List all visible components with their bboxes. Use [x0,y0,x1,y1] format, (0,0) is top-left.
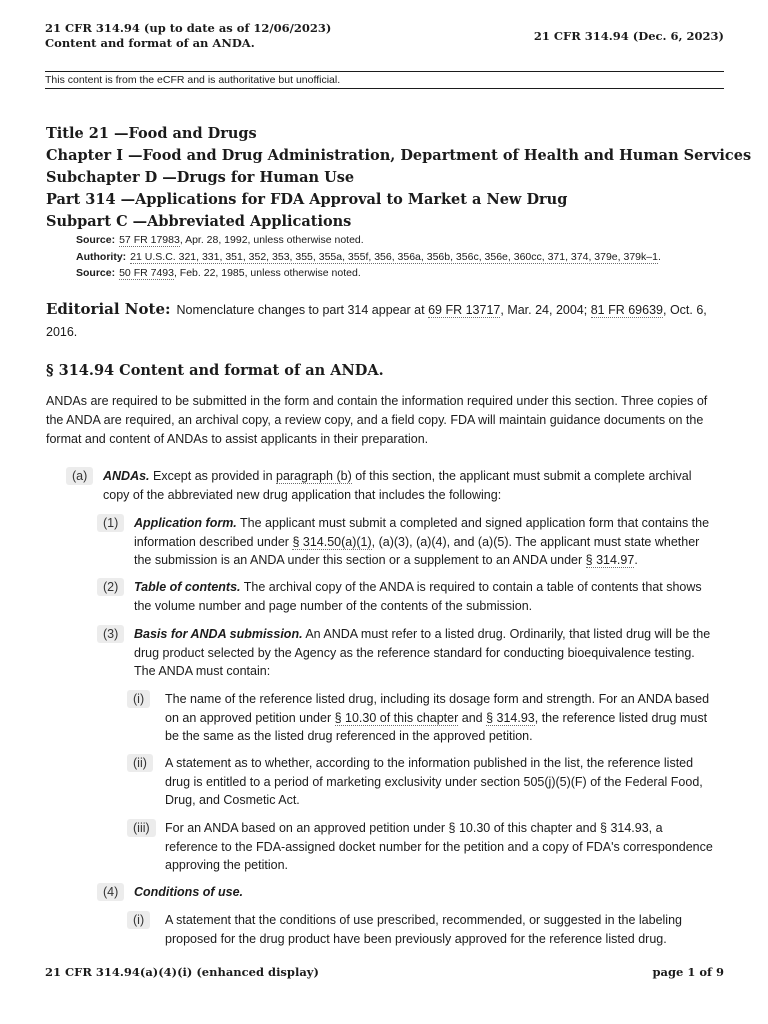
paragraph-a-3-i [127,690,718,746]
paragraph-text [127,690,718,746]
paragraph-link-2[interactable]: § 314.97 [585,553,635,567]
hierarchy-block [46,123,751,233]
authority-rest: . [657,250,661,263]
paragraph-a-3 [97,625,718,681]
paragraph-link[interactable]: paragraph (b) [276,469,352,483]
editorial-link-2[interactable]: 81 FR 69639 [590,303,663,317]
paragraph-text [97,883,718,902]
hierarchy-subpart: Subpart C —Abbreviated Applications [46,213,352,230]
source-link[interactable]: 57 FR 17983 [119,234,180,246]
paragraph-number[interactable]: (iii) [127,819,156,837]
paragraph-body: The archival copy of the ANDA is required to contain a table of contents that shows the volume number and page number of the contents of the submission. [134,580,702,613]
source-label-2: Source: [76,267,116,279]
paragraph-body-2: of this section, the applicant must submit a complete archival copy of the abbreviated new drug application that includes the following: [103,469,692,502]
paragraph-heading: Table of contents. [134,580,241,594]
paragraph-heading: Application form. [134,516,237,530]
document-header [45,21,331,51]
paragraph-link-2[interactable]: § 314.93 [486,710,535,725]
paragraph-text [97,514,718,570]
paragraph-text: For an ANDA based on an approved petition under § 10.30 of this chapter and § 314.93, a reference to the FDA-assigned docket number for the petition and a copy of FDA's correspondence approving the petition. [165,821,713,872]
paragraph-link[interactable]: § 10.30 of this chapter [334,710,459,725]
paragraph-body-3: . [634,553,638,567]
paragraph-number[interactable]: (i) [127,690,150,708]
hierarchy-title: Title 21 —Food and Drugs [46,125,257,142]
source-rest: , Apr. 28, 1992, unless otherwise noted. [179,234,364,246]
source-link-2[interactable]: 50 FR 7493 [119,267,174,279]
paragraph-heading: ANDAs. [103,469,150,483]
authority-label: Authority: [76,250,127,263]
paragraph-number[interactable]: (3) [97,625,124,643]
paragraph-number[interactable]: (2) [97,578,124,596]
editorial-text-2: , Mar. 24, 2004; [500,303,591,317]
editorial-text: Nomenclature changes to part 314 appear at [176,303,429,317]
header-date-citation: 21 CFR 314.94 (Dec. 6, 2023) [533,29,724,43]
hierarchy-part: Part 314 —Applications for FDA Approval to Market a New Drug [46,191,568,208]
paragraph-body-2: and [458,710,487,725]
header-rule-bottom [45,88,724,89]
hierarchy-chapter: Chapter I —Food and Drug Administration, Department of Health and Human Services [46,147,752,164]
paragraph-number[interactable]: (i) [127,911,150,929]
section-title: § 314.94 Content and format of an ANDA. [46,362,384,379]
source-rest-2: , Feb. 22, 1985, unless otherwise noted. [173,267,361,279]
paragraph-number[interactable]: (ii) [127,754,153,772]
paragraph-number[interactable]: (1) [97,514,124,532]
paragraph-text: A statement as to whether, according to the information published in the list, the reference listed drug is entitled to a period of marketing exclusivity under section 505(j)(5)(F) of the Federal Food, Drug, and Cosmetic Act. [165,756,703,807]
hierarchy-subchapter: Subchapter D —Drugs for Human Use [46,169,355,186]
source-line [76,232,661,249]
editorial-note-label: Editorial Note: [46,300,171,318]
editorial-link-1[interactable]: 69 FR 13717 [428,303,501,317]
footer-citation: 21 CFR 314.94(a)(4)(i) (enhanced display) [45,965,319,979]
paragraph-a-2 [97,578,718,615]
source-notes [76,232,661,282]
section-intro: ANDAs are required to be submitted in the form and contain the information required under this section. Three copies of the ANDA are required, an archival copy, a review copy, and a field copy. FDA will maintain guidance documents on the format and content of ANDAs to assist applicants in their preparation. [46,394,708,446]
paragraph-number[interactable]: (a) [66,467,93,485]
ecfr-notice: This content is from the eCFR and is authoritative but unofficial. [45,74,341,86]
paragraph-body: The applicant must submit a completed and signed application form that contains the information described under [134,516,710,549]
authority-link[interactable]: 21 U.S.C. 321, 331, 351, 352, 353, 355, 355a, 355f, 356, 356a, 356b, 356c, 356e, 360cc, 371, 374, 379e, 379k–1 [130,250,658,263]
editorial-text-3: , Oct. 6, 2016. [46,303,707,339]
paragraph-text [66,467,718,504]
header-citation: 21 CFR 314.94 (up to date as of 12/06/2023) [45,21,332,35]
paragraph-heading: Conditions of use. [134,885,244,899]
editorial-note [46,298,716,343]
authority-line [76,249,661,266]
paragraph-a-4-i [127,911,718,948]
paragraph-body-3: , the reference listed drug must be the same as the listed drug referenced in the approved petition. [165,710,708,743]
header-rule-top [45,71,724,72]
source-line-2 [76,265,661,282]
paragraph-heading: Basis for ANDA submission. [134,627,303,641]
header-section-title: Content and format of an ANDA. [45,36,255,50]
paragraph-a-4 [97,883,718,902]
footer-page-number: page 1 of 9 [652,965,724,979]
paragraph-a [66,467,718,504]
paragraph-link[interactable]: § 314.50(a)(1) [292,534,372,549]
paragraph-text [97,578,718,615]
paragraph-text: A statement that the conditions of use prescribed, recommended, or suggested in the labeling proposed for the drug product have been previously approved for the reference listed drug. [165,913,682,946]
paragraph-a-3-iii [127,819,718,875]
paragraph-body: Except as provided in [149,469,277,483]
source-label: Source: [76,234,116,246]
paragraph-body: The name of the reference listed drug, including its dosage form and strength. For an ANDA based on an approved petition under [165,692,710,725]
paragraph-a-1 [97,514,718,570]
paragraph-number[interactable]: (4) [97,883,124,901]
paragraph-a-3-ii [127,754,718,810]
paragraph-body: An ANDA must refer to a listed drug. Ordinarily, that listed drug will be the drug product selected by the Agency as the reference standard for conducting bioequivalence testing. The ANDA must contain: [134,627,711,678]
paragraph-body-2: , (a)(3), (a)(4), and (a)(5). The applicant must state whether the submission is an ANDA under this section or a supplement to an ANDA under [134,534,700,567]
paragraph-text [97,625,718,681]
